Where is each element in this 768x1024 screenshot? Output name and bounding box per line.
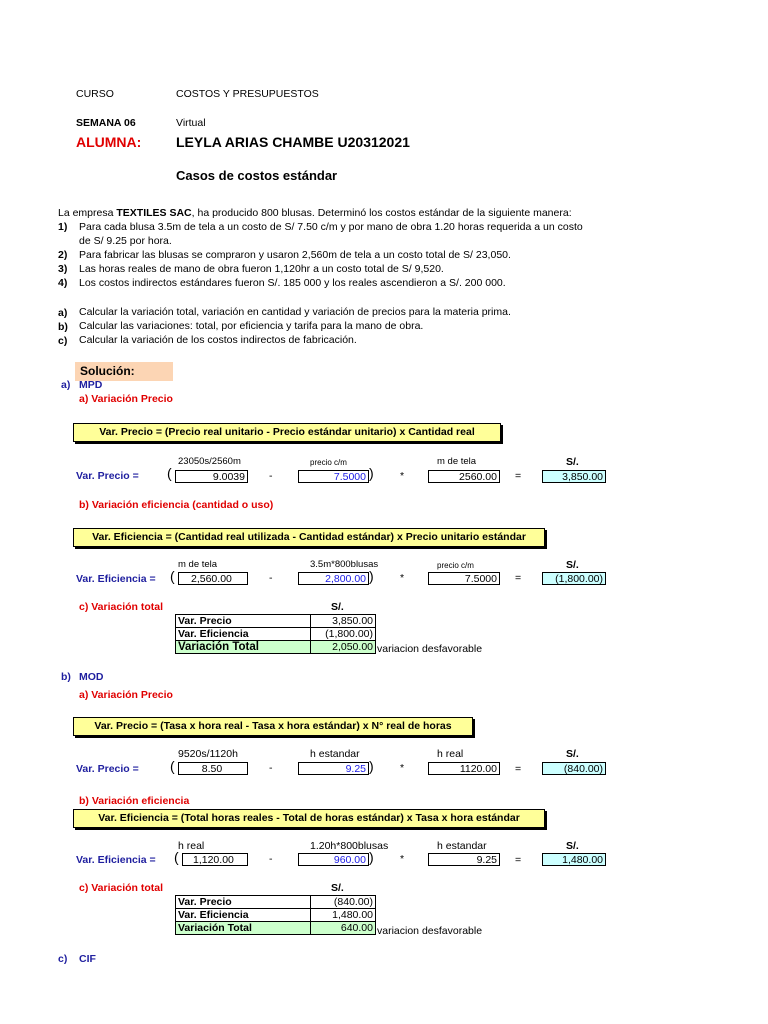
- mod-total-table: [175, 895, 376, 935]
- question-number: b): [58, 321, 68, 333]
- result-cell: (1,800.00): [542, 572, 606, 585]
- mpd-total-table: [175, 614, 376, 654]
- alumna-label: ALUMNA:: [76, 134, 142, 150]
- note-text: variacion desfavorable: [377, 643, 483, 655]
- value-cell: 1,120.00: [182, 853, 248, 866]
- equals-sign: =: [515, 470, 522, 482]
- value-cell: 9.0039: [175, 470, 248, 483]
- item-number: 4): [58, 277, 68, 289]
- minus-sign: -: [269, 572, 273, 584]
- value-cell: 2,560.00: [178, 572, 248, 585]
- column-header: m de tela: [178, 559, 218, 570]
- mod-label: MOD: [79, 671, 104, 683]
- table-row: [176, 909, 376, 922]
- section-number: c): [58, 953, 68, 965]
- question-number: c): [58, 335, 68, 347]
- mod-precio-heading: a) Variación Precio: [79, 689, 173, 701]
- table-value: 2,050.00: [311, 641, 376, 654]
- mpd-eficiencia-formula: Var. Eficiencia = (Cantidad real utilizada - Cantidad estándar) x Precio unitario estándar: [73, 528, 545, 547]
- semana-label: SEMANA 06: [76, 117, 136, 129]
- question-text: Calcular la variación total, variación en cantidad y variación de precios para la materia prima.: [79, 306, 511, 318]
- curso-value: COSTOS Y PRESUPUESTOS: [176, 88, 319, 100]
- table-value: 640.00: [311, 922, 376, 935]
- column-header: S/.: [566, 748, 579, 760]
- times-sign: *: [400, 572, 405, 584]
- close-paren: ): [369, 849, 374, 865]
- open-paren: (: [167, 465, 172, 481]
- solucion-label: Solución:: [75, 362, 173, 381]
- table-row: [176, 896, 376, 909]
- column-header: m de tela: [437, 456, 477, 467]
- mod-eficiencia-heading: b) Variación eficiencia: [79, 795, 190, 807]
- row-label: Var. Eficiencia =: [76, 573, 156, 585]
- column-header: S/.: [566, 840, 579, 852]
- alumna-name: LEYLA ARIAS CHAMBE U20312021: [176, 134, 410, 150]
- column-header: S/.: [331, 882, 344, 894]
- times-sign: *: [400, 470, 405, 482]
- table-label: Var. Precio: [176, 896, 311, 909]
- cif-label: CIF: [79, 953, 96, 965]
- close-paren: ): [369, 758, 374, 774]
- table-label: Variación Total: [176, 641, 311, 654]
- result-cell: 1,480.00: [542, 853, 606, 866]
- intro-text: La empresa TEXTILES SAC, ha producido 800 blusas. Determinó los costos estándar de la siguiente manera:: [58, 207, 572, 219]
- column-header: 9520s/1120h: [178, 748, 238, 760]
- equals-sign: =: [515, 763, 522, 775]
- mpd-precio-formula: Var. Precio = (Precio real unitario - Precio estándar unitario) x Cantidad real: [73, 423, 501, 442]
- value-cell: 9.25: [428, 853, 500, 866]
- times-sign: *: [400, 762, 405, 774]
- question-text: Calcular la variación de los costos indirectos de fabricación.: [79, 334, 357, 346]
- question-text: Calcular las variaciones: total, por eficiencia y tarifa para la mano de obra.: [79, 320, 424, 332]
- result-cell: (840.00): [542, 762, 606, 775]
- minus-sign: -: [269, 470, 273, 482]
- table-value: (840.00): [311, 896, 376, 909]
- curso-label: CURSO: [76, 88, 114, 100]
- value-cell: 1120.00: [428, 762, 500, 775]
- item-text: Para fabricar las blusas se compraron y usaron 2,560m de tela a un costo total de S/ 23,050.: [79, 249, 511, 261]
- semana-value: Virtual: [176, 117, 206, 129]
- item-number: 3): [58, 263, 68, 275]
- column-header: h real: [437, 748, 464, 760]
- value-cell: 8.50: [178, 762, 248, 775]
- minus-sign: -: [269, 762, 273, 774]
- company-name: TEXTILES SAC: [116, 207, 192, 219]
- item-text: Para cada blusa 3.5m de tela a un costo de S/ 7.50 c/m y por mano de obra 1.20 horas requerida a un costo: [79, 221, 583, 233]
- table-row: [176, 641, 376, 654]
- minus-sign: -: [269, 853, 273, 865]
- result-cell: 3,850.00: [542, 470, 606, 483]
- mpd-eficiencia-heading: b) Variación eficiencia (cantidad o uso): [79, 499, 274, 511]
- question-number: a): [58, 307, 68, 319]
- column-header: h real: [178, 840, 205, 852]
- table-label: Var. Precio: [176, 615, 311, 628]
- value-cell: 7.5000: [298, 470, 369, 483]
- item-text: de S/ 9.25 por hora.: [79, 235, 172, 247]
- equals-sign: =: [515, 854, 522, 866]
- close-paren: ): [369, 568, 374, 584]
- table-label: Variación Total: [176, 922, 311, 935]
- table-value: 3,850.00: [311, 615, 376, 628]
- column-header: S/.: [331, 601, 344, 613]
- column-header: precio c/m: [310, 458, 347, 467]
- column-header: h estandar: [437, 840, 487, 852]
- mod-eficiencia-formula: Var. Eficiencia = (Total horas reales - Total de horas estándar) x Tasa x hora estándar: [73, 809, 545, 828]
- column-header: h estandar: [310, 748, 360, 760]
- equals-sign: =: [515, 572, 522, 584]
- item-number: 1): [58, 221, 68, 233]
- row-label: Var. Eficiencia =: [76, 854, 156, 866]
- close-paren: ): [369, 465, 374, 481]
- table-row: [176, 628, 376, 641]
- row-label: Var. Precio =: [76, 470, 139, 482]
- value-cell: 7.5000: [428, 572, 500, 585]
- table-label: Var. Eficiencia: [176, 628, 311, 641]
- section-number: a): [61, 379, 71, 391]
- value-cell: 2,800.00: [298, 572, 369, 585]
- open-paren: (: [170, 758, 175, 774]
- table-value: 1,480.00: [311, 909, 376, 922]
- column-header: 23050s/2560m: [178, 456, 241, 467]
- mpd-label: MPD: [79, 379, 103, 391]
- open-paren: (: [174, 849, 179, 865]
- column-header: S/.: [566, 559, 579, 571]
- row-label: Var. Precio =: [76, 763, 139, 775]
- table-value: (1,800.00): [311, 628, 376, 641]
- mpd-total-heading: c) Variación total: [79, 601, 164, 613]
- table-row: [176, 615, 376, 628]
- page-title: Casos de costos estándar: [176, 168, 338, 183]
- column-header: 1.20h*800blusas: [310, 840, 389, 852]
- table-label: Var. Eficiencia: [176, 909, 311, 922]
- column-header: 3.5m*800blusas: [310, 559, 379, 570]
- mpd-precio-heading: a) Variación Precio: [79, 393, 173, 405]
- times-sign: *: [400, 853, 405, 865]
- item-number: 2): [58, 249, 68, 261]
- item-text: Las horas reales de mano de obra fueron 1,120hr a un costo total de S/ 9,520.: [79, 263, 444, 275]
- mod-total-heading: c) Variación total: [79, 882, 164, 894]
- item-text: Los costos indirectos estándares fueron S/. 185 000 y los reales ascendieron a S/. 200 000.: [79, 277, 506, 289]
- value-cell: 2560.00: [428, 470, 500, 483]
- note-text: variacion desfavorable: [377, 925, 483, 937]
- value-cell: 9.25: [298, 762, 369, 775]
- value-cell: 960.00: [298, 853, 369, 866]
- open-paren: (: [170, 568, 175, 584]
- section-number: b): [61, 671, 71, 683]
- table-row: [176, 922, 376, 935]
- column-header: precio c/m: [437, 561, 474, 570]
- mod-precio-formula: Var. Precio = (Tasa x hora real - Tasa x hora estándar) x N° real de horas: [73, 717, 473, 736]
- column-header: S/.: [566, 456, 579, 468]
